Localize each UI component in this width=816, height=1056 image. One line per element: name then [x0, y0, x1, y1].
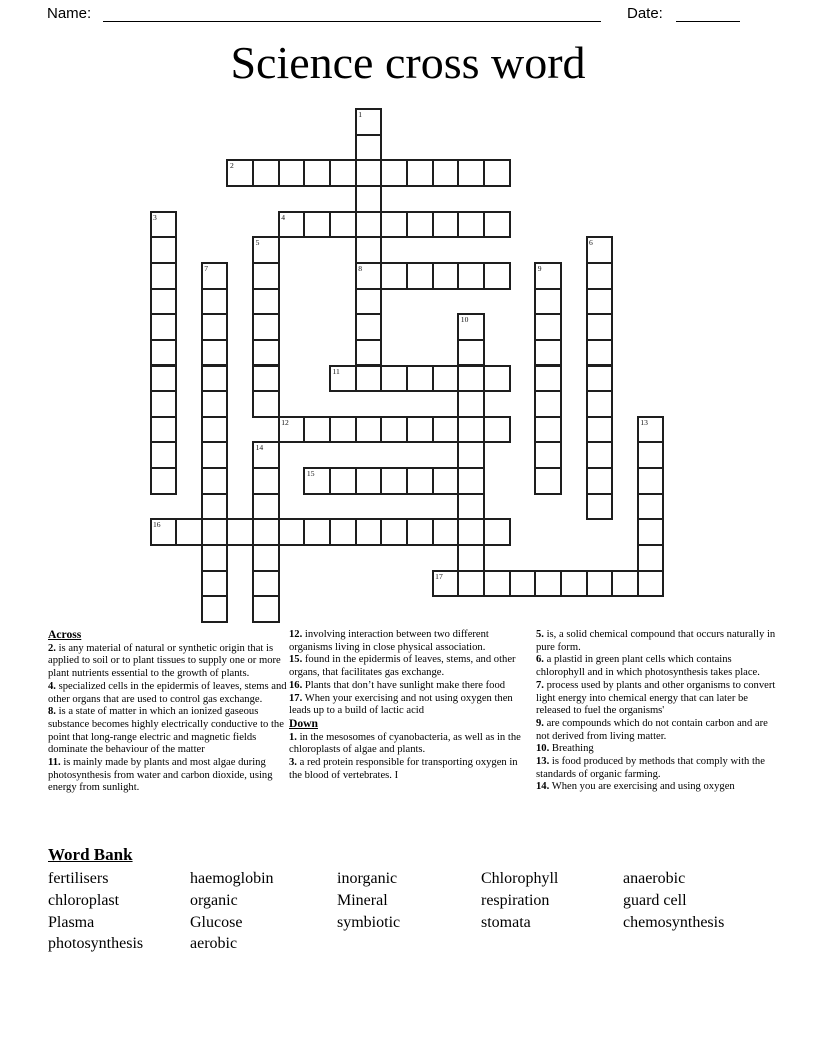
grid-cell[interactable]	[329, 518, 357, 546]
clue-number: 4.	[48, 680, 56, 692]
cell-number: 15	[306, 469, 315, 479]
grid-cell[interactable]	[406, 467, 434, 495]
grid-cell[interactable]	[252, 365, 280, 393]
word-bank-item: stomata	[481, 913, 531, 931]
grid-cell[interactable]	[483, 570, 511, 598]
grid-cell[interactable]	[406, 159, 434, 187]
grid-cell[interactable]	[457, 365, 485, 393]
grid-cell[interactable]	[278, 416, 306, 444]
grid-cell[interactable]	[329, 467, 357, 495]
grid-cell[interactable]	[534, 467, 562, 495]
word-bank-item: guard cell	[623, 891, 687, 909]
grid-cell[interactable]	[355, 339, 383, 367]
grid-cell[interactable]	[278, 518, 306, 546]
word-bank-item: haemoglobin	[190, 870, 274, 887]
cell-number: 16	[153, 520, 161, 530]
grid-cell[interactable]	[586, 390, 614, 418]
grid-cell[interactable]	[432, 570, 460, 598]
grid-cell[interactable]	[637, 441, 665, 469]
grid-cell[interactable]	[637, 493, 665, 521]
word-bank-item: symbiotic	[337, 913, 401, 931]
word-bank-item: organic	[190, 891, 238, 909]
grid-cell[interactable]	[201, 365, 229, 393]
grid-cell[interactable]	[534, 570, 562, 598]
word-bank-item: Mineral	[337, 891, 388, 909]
grid-cell[interactable]	[406, 211, 434, 239]
grid-cell[interactable]	[457, 416, 485, 444]
clue-number: 6.	[536, 654, 544, 666]
clue-item: 14. When you are exercising and using oxygen	[536, 781, 735, 793]
cell-number: 4	[281, 212, 286, 222]
grid-cell[interactable]	[483, 518, 511, 546]
grid-cell[interactable]	[483, 365, 511, 393]
grid-cell[interactable]	[150, 313, 178, 341]
clue-number: 8.	[48, 706, 56, 718]
cell-number: 12	[281, 417, 289, 427]
grid-cell[interactable]	[278, 211, 306, 239]
grid-cell[interactable]	[406, 518, 434, 546]
clue-column-1	[48, 629, 287, 795]
grid-cell[interactable]	[252, 236, 280, 264]
grid-cell[interactable]	[201, 441, 229, 469]
cell-number: 14	[255, 443, 264, 453]
grid-cell[interactable]	[355, 288, 383, 316]
grid-cell[interactable]	[380, 159, 408, 187]
clue-number: 16.	[289, 679, 303, 691]
grid-cell[interactable]	[534, 313, 562, 341]
grid-cell[interactable]	[586, 416, 614, 444]
grid-cell[interactable]	[380, 416, 408, 444]
clue-number: 9.	[536, 717, 544, 729]
clue-list-header: Down	[289, 716, 318, 730]
grid-cell[interactable]	[534, 288, 562, 316]
clue-item: 3. a red protein responsible for transporting oxygen in the blood of vertebrates. I	[289, 757, 518, 781]
grid-cell[interactable]	[150, 262, 178, 290]
grid-cell[interactable]	[329, 416, 357, 444]
word-bank-item: respiration	[481, 891, 550, 909]
grid-cell[interactable]	[637, 467, 665, 495]
clue-number: 7.	[536, 679, 544, 691]
grid-cell[interactable]	[586, 441, 614, 469]
clue-number: 5.	[536, 629, 544, 640]
clue-item: 4. specialized cells in the epidermis of leaves, stems and other organs that are used to control gas exchange.	[48, 680, 287, 705]
grid-cell[interactable]	[560, 570, 588, 598]
grid-cell[interactable]	[201, 595, 229, 623]
word-bank-list	[48, 868, 778, 955]
grid-cell[interactable]	[355, 313, 383, 341]
word-bank-item: aerobic	[190, 935, 238, 953]
cell-number: 7	[204, 263, 209, 273]
grid-cell[interactable]	[586, 236, 614, 264]
grid-cell[interactable]	[355, 185, 383, 213]
grid-cell[interactable]	[201, 416, 229, 444]
grid-cell[interactable]	[201, 570, 229, 598]
word-bank-item: Chlorophyll	[481, 870, 559, 887]
grid-cell[interactable]	[252, 390, 280, 418]
grid-cell[interactable]	[252, 159, 280, 187]
grid-cell[interactable]	[355, 211, 383, 239]
grid-cell[interactable]	[201, 390, 229, 418]
grid-cell[interactable]	[329, 211, 357, 239]
grid-cell[interactable]	[457, 518, 485, 546]
clue-item: 17. When your exercising and not using oxygen then leads up to a build of lactic acid	[289, 692, 513, 717]
grid-cell[interactable]	[534, 441, 562, 469]
grid-cell[interactable]	[252, 441, 280, 469]
clue-item: 12. involving interaction between two different organisms living in close physical association.	[289, 629, 489, 653]
cell-number: 17	[435, 571, 443, 581]
grid-cell[interactable]	[252, 313, 280, 341]
clue-item: 11. is mainly made by plants and most algae during photosynthesis from water and carbon dioxide, using energy from sunlight.	[48, 757, 273, 794]
grid-cell[interactable]	[150, 365, 178, 393]
clue-item: 1. in the mesosomes of cyanobacteria, as well as in the chloroplasts of algae and plants.	[289, 731, 521, 756]
page-title: Science cross word	[230, 37, 586, 88]
grid-cell[interactable]	[637, 416, 665, 444]
grid-cell[interactable]	[355, 416, 383, 444]
grid-cell[interactable]	[457, 313, 485, 341]
clue-number: 13.	[536, 756, 550, 768]
grid-cell[interactable]	[201, 313, 229, 341]
grid-cell[interactable]	[586, 493, 614, 521]
grid-cell[interactable]	[355, 262, 383, 290]
grid-cell[interactable]	[534, 365, 562, 393]
grid-cell[interactable]	[380, 518, 408, 546]
grid-cell[interactable]	[586, 365, 614, 393]
word-bank-item: Plasma	[48, 913, 95, 931]
grid-cell[interactable]	[175, 518, 203, 546]
grid-cell[interactable]	[150, 339, 178, 367]
grid-cell[interactable]	[457, 339, 485, 367]
grid-cell[interactable]	[252, 288, 280, 316]
grid-cell[interactable]	[457, 570, 485, 598]
grid-cell[interactable]	[586, 262, 614, 290]
word-bank-item: chemosynthesis	[623, 913, 725, 931]
grid-cell[interactable]	[201, 518, 229, 546]
word-bank-item: photosynthesis	[48, 935, 144, 953]
clue-number: 3.	[289, 757, 297, 769]
clue-item: 15. found in the epidermis of leaves, stems, and other organs, that facilitates gas exchange.	[289, 654, 516, 679]
cell-number: 13	[640, 417, 648, 427]
name-label: Name:	[47, 5, 92, 22]
grid-cell[interactable]	[150, 441, 178, 469]
grid-cell[interactable]	[380, 262, 408, 290]
grid-cell[interactable]	[586, 467, 614, 495]
grid-cell[interactable]	[432, 262, 460, 290]
grid-cell[interactable]	[355, 159, 383, 187]
grid-cell[interactable]	[303, 159, 331, 187]
grid-cell[interactable]	[457, 262, 485, 290]
clue-number: 17.	[289, 692, 303, 704]
grid-cell[interactable]	[432, 416, 460, 444]
grid-cell[interactable]	[355, 467, 383, 495]
grid-cell[interactable]	[355, 236, 383, 264]
cell-number: 9	[537, 263, 542, 273]
grid-cell[interactable]	[150, 211, 178, 239]
grid-cell[interactable]	[226, 518, 254, 546]
grid-cell[interactable]	[534, 339, 562, 367]
date-label: Date:	[627, 5, 663, 22]
grid-cell[interactable]	[150, 236, 178, 264]
grid-cell[interactable]	[252, 339, 280, 367]
grid-cell[interactable]	[201, 467, 229, 495]
grid-cell[interactable]	[201, 262, 229, 290]
grid-cell[interactable]	[150, 288, 178, 316]
grid-cell[interactable]	[637, 570, 665, 598]
clue-number: 14.	[536, 781, 550, 793]
word-bank-item: fertilisers	[48, 870, 109, 887]
clue-item: 8. is a state of matter in which an ionized gaseous substance becomes highly electrically conductive to the point that long-range electric and magnetic fields dominate the behaviour of the matter	[48, 706, 284, 756]
grid-cell[interactable]	[380, 211, 408, 239]
cell-number: 3	[153, 212, 157, 222]
grid-cell[interactable]	[637, 544, 665, 572]
grid-cell[interactable]	[201, 339, 229, 367]
grid-cell[interactable]	[201, 544, 229, 572]
grid-cell[interactable]	[457, 390, 485, 418]
grid-cell[interactable]	[457, 467, 485, 495]
cell-number: 5	[255, 238, 260, 248]
grid-cell[interactable]	[483, 262, 511, 290]
grid-cell[interactable]	[201, 493, 229, 521]
word-bank-header: Word Bank	[48, 845, 133, 864]
grid-cell[interactable]	[534, 390, 562, 418]
grid-cell[interactable]	[637, 518, 665, 546]
clue-number: 1.	[289, 731, 297, 743]
clue-item: 7. process used by plants and other organisms to convert light energy into chemical energy that can later be released to fuel the organisms'	[536, 679, 776, 717]
cell-number: 11	[332, 366, 340, 376]
clue-column-2	[289, 629, 532, 782]
word-bank-item: inorganic	[337, 870, 398, 887]
grid-cell[interactable]	[406, 416, 434, 444]
grid-cell[interactable]	[457, 493, 485, 521]
grid-cell[interactable]	[586, 313, 614, 341]
grid-cell[interactable]	[355, 365, 383, 393]
grid-cell[interactable]	[278, 159, 306, 187]
grid-cell[interactable]	[252, 493, 280, 521]
grid-cell[interactable]	[406, 365, 434, 393]
cell-number: 1	[358, 110, 362, 119]
grid-cell[interactable]	[483, 159, 511, 187]
grid-cell[interactable]	[303, 518, 331, 546]
grid-cell[interactable]	[457, 211, 485, 239]
clue-item: 9. are compounds which do not contain carbon and are not derived from living matter.	[536, 717, 768, 742]
clue-number: 11.	[48, 757, 61, 769]
grid-cell[interactable]	[252, 595, 280, 623]
grid-cell[interactable]	[432, 211, 460, 239]
grid-cell[interactable]	[226, 159, 254, 187]
clue-item: 10. Breathing	[536, 743, 594, 755]
grid-cell[interactable]	[432, 467, 460, 495]
word-bank-item: Glucose	[190, 913, 243, 931]
grid-cell[interactable]	[329, 159, 357, 187]
cell-number: 2	[229, 161, 234, 171]
clue-item: 16. Plants that don’t have sunlight make there food	[289, 679, 506, 691]
grid-cell[interactable]	[252, 570, 280, 598]
clue-column-3	[536, 629, 776, 794]
clue-number: 2.	[48, 642, 56, 654]
grid-cell[interactable]	[252, 262, 280, 290]
clue-item: 2. is any material of natural or synthetic origin that is applied to soil or to plant tissues to supply one or more plant nutrients essential to the growth of plants.	[48, 642, 281, 680]
cell-number: 6	[589, 238, 593, 248]
grid-cell[interactable]	[252, 518, 280, 546]
grid-cell[interactable]	[150, 467, 178, 495]
grid-cell[interactable]	[432, 159, 460, 187]
grid-cell[interactable]	[150, 518, 178, 546]
grid-cell[interactable]	[483, 416, 511, 444]
grid-cell[interactable]	[329, 365, 357, 393]
grid-cell[interactable]	[380, 467, 408, 495]
grid-cell[interactable]	[457, 544, 485, 572]
grid-cell[interactable]	[355, 134, 383, 162]
word-bank-item: chloroplast	[48, 891, 120, 909]
clue-item: 6. a plastid in green plant cells which contains chlorophyll and in which photosynthesis takes place.	[536, 654, 760, 679]
grid-cell[interactable]	[406, 262, 434, 290]
grid-cell[interactable]	[380, 365, 408, 393]
grid-cell[interactable]	[432, 365, 460, 393]
grid-cell[interactable]	[509, 570, 537, 598]
word-bank-item: anaerobic	[623, 870, 686, 887]
grid-cell[interactable]	[586, 339, 614, 367]
grid-cell[interactable]	[252, 467, 280, 495]
grid-cell[interactable]	[150, 416, 178, 444]
grid-cell[interactable]	[303, 211, 331, 239]
grid-cell[interactable]	[355, 108, 383, 136]
clue-item: 5. is, a solid chemical compound that occurs naturally in pure form.	[536, 629, 776, 653]
clue-number: 12.	[289, 629, 303, 640]
grid-cell[interactable]	[252, 544, 280, 572]
grid-cell[interactable]	[483, 211, 511, 239]
grid-cell[interactable]	[457, 159, 485, 187]
grid-cell[interactable]	[611, 570, 639, 598]
clue-number: 15.	[289, 654, 303, 666]
grid-cell[interactable]	[457, 441, 485, 469]
grid-cell[interactable]	[534, 416, 562, 444]
grid-cell[interactable]	[586, 570, 614, 598]
grid-cell[interactable]	[355, 518, 383, 546]
grid-cell[interactable]	[586, 288, 614, 316]
clue-item: 13. is food produced by methods that comply with the standards of organic farming.	[536, 756, 765, 780]
grid-cell[interactable]	[303, 416, 331, 444]
clue-list-header: Across	[48, 628, 82, 641]
grid-cell[interactable]	[432, 518, 460, 546]
cell-number: 10	[460, 315, 469, 325]
clue-number: 10.	[536, 743, 550, 755]
grid-cell[interactable]	[201, 288, 229, 316]
grid-cell[interactable]	[303, 467, 331, 495]
grid-cell[interactable]	[150, 390, 178, 418]
cell-number: 8	[358, 263, 362, 273]
grid-cell[interactable]	[534, 262, 562, 290]
